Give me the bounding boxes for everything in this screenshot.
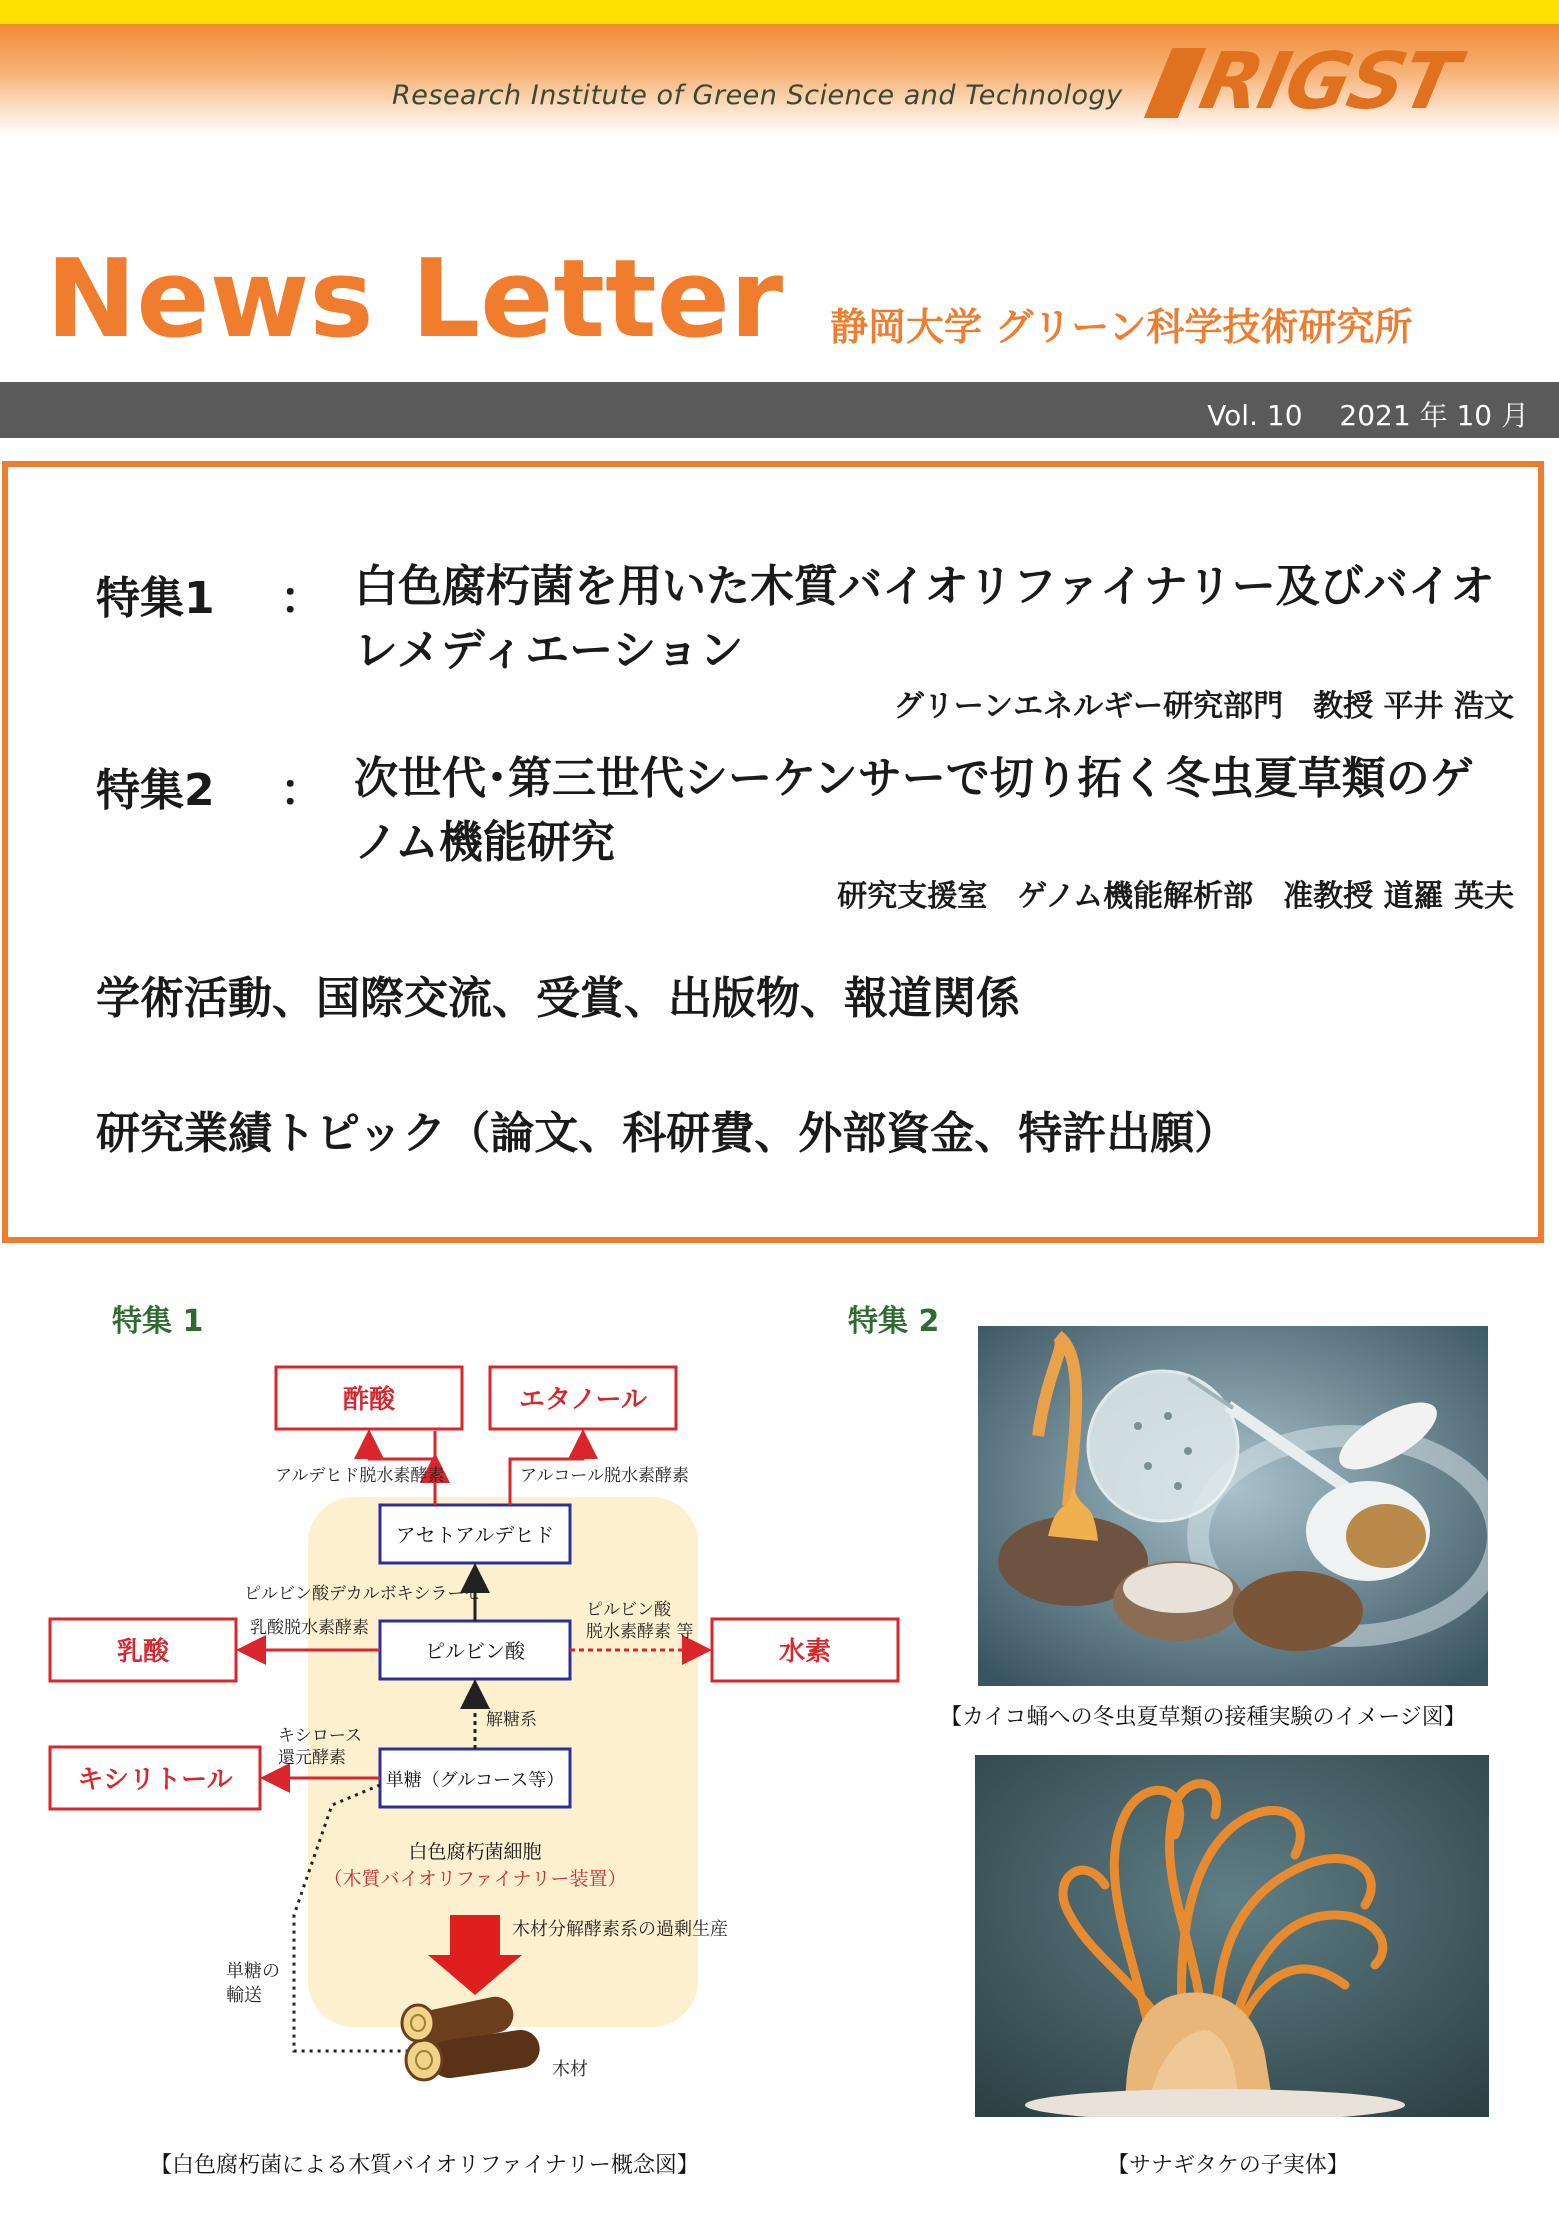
cell-sublabel: （木質バイオリファイナリー装置）	[323, 1868, 627, 1890]
header-yellow-band	[0, 0, 1559, 24]
enzyme-xylose-line2: 還元酵素	[278, 1748, 346, 1768]
university-name: 静岡大学 グリーン科学技術研究所	[830, 305, 1413, 349]
topic-activities: 学術活動、国際交流、受賞、出版物、報道関係	[96, 973, 1020, 1024]
enzyme-aldehyde-dh: アルデヒド脱水素酵素	[275, 1466, 445, 1486]
enzyme-glycolysis: 解糖系	[486, 1710, 537, 1730]
feature-2-author: 研究支援室 ゲノム機能解析部 准教授 道羅 英夫	[837, 879, 1514, 914]
feature-2-title: 次世代･第三世代シーケンサーで切り拓く冬虫夏草類のゲノム機能研究	[354, 753, 1474, 868]
enzyme-xylose-line1: キシロース	[278, 1726, 362, 1746]
xylitol-label: キシリトール	[77, 1765, 233, 1795]
enzyme-lactate-dh: 乳酸脱水素酵素	[250, 1618, 369, 1638]
cordyceps-fruiting-body-image	[975, 1755, 1489, 2117]
feature-1-colon: ：	[280, 573, 324, 624]
wood-label: 木材	[552, 2059, 588, 2080]
pyruvate-label: ピルビン酸	[425, 1639, 525, 1663]
hydrogen-label: 水素	[778, 1637, 832, 1667]
feature-1-title: 白色腐朽菌を用いた木質バイオリファイナリー及びバイオレメディエーション	[354, 561, 1495, 676]
section-2-caption-1: 【カイコ蛹への冬虫夏草類の接種実験のイメージ図】	[940, 1705, 1466, 1730]
section-1-label: 特集 1	[112, 1304, 204, 1339]
enzyme-pyruvate-decarboxylase: ピルビン酸デカルボキシラーゼ	[244, 1584, 482, 1604]
ethanol-label: エタノール	[519, 1385, 647, 1415]
contents-box	[2, 461, 1544, 1243]
enzyme-alcohol-dh: アルコール脱水素酵素	[520, 1466, 689, 1486]
enzyme-pyruvate-dh-line1: ピルビン酸	[586, 1600, 671, 1620]
institute-name: Research Institute of Green Science and Technology	[392, 80, 1123, 111]
section-2-label: 特集 2	[848, 1304, 940, 1339]
transport-label-line2: 輸送	[226, 1985, 262, 2006]
feature-2-colon: ：	[280, 765, 324, 816]
transport-label-line1: 単糖の	[226, 1961, 280, 1982]
section-2-caption-2: 【サナギタケの子実体】	[1107, 2153, 1349, 2178]
overproduction-label: 木材分解酵素系の過剰生産	[512, 1919, 728, 1940]
rigst-logo	[1158, 37, 1478, 127]
logo-text: RIGST	[1192, 37, 1465, 127]
volume-date: Vol. 10 2021 年 10 月	[1207, 399, 1529, 432]
section-1-caption: 【白色腐朽菌による木質バイオリファイナリー概念図】	[150, 2153, 699, 2178]
enzyme-pyruvate-dh-line2: 脱水素酵素 等	[586, 1622, 694, 1642]
arrow-branch-acetic	[369, 1435, 435, 1459]
topic-research-achievements: 研究業績トピック（論文、科研費、外部資金、特許出願）	[96, 1108, 1239, 1159]
lactic-acid-label: 乳酸	[116, 1637, 170, 1667]
feature-1-author: グリーンエネルギー研究部門 教授 平井 浩文	[893, 689, 1514, 724]
biorefinery-diagram	[40, 1355, 930, 2095]
newsletter-title: News Letter	[46, 237, 784, 362]
cell-label: 白色腐朽菌細胞	[408, 1841, 542, 1863]
feature-2-label: 特集2	[96, 765, 215, 816]
acetic-acid-label: 酢酸	[342, 1385, 396, 1415]
acetaldehyde-label: アセトアルデヒド	[395, 1523, 555, 1547]
silkworm-inoculation-image	[978, 1326, 1488, 1686]
sugar-label: 単糖（グルコース等）	[385, 1770, 565, 1791]
feature-1-label: 特集1	[96, 573, 215, 624]
